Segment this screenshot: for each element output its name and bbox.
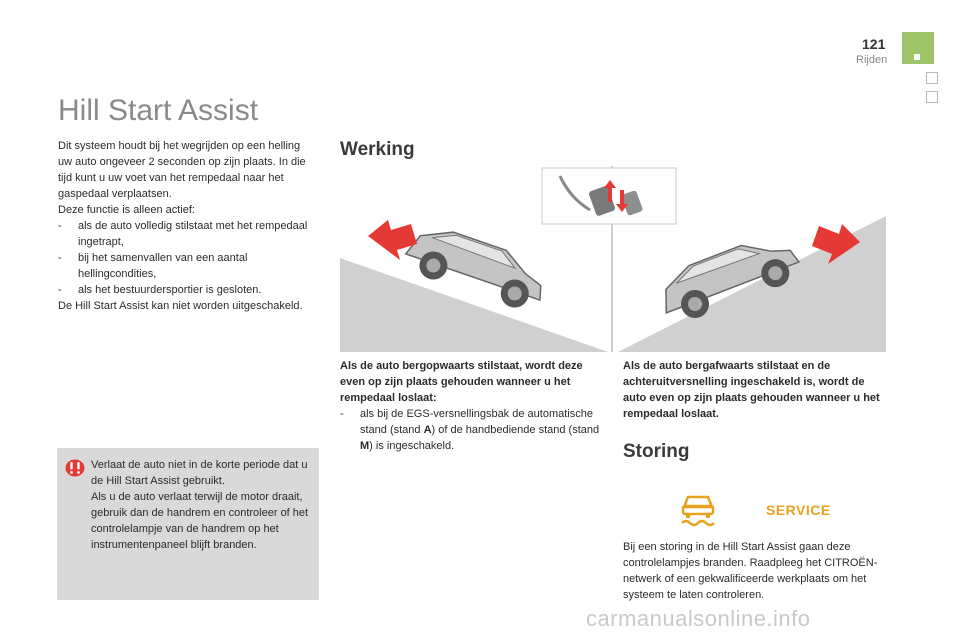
caption-uphill: Als de auto bergopwaarts stilstaat, wordt deze even op zijn plaats gehouden wanneer u het rempedaal loslaat: - als bij de EGS-versnellingsbak de automatische stand (stand A) of de handbediende stand (stand M) is ingeschakeld. xyxy=(340,358,602,454)
caption-downhill: Als de auto bergafwaarts stilstaat en de achteruitversnelling ingeschakeld is, wordt de auto even op zijn plaats gehouden wanneer u het rempedaal loslaat. xyxy=(623,360,880,420)
mode-a-label: A xyxy=(423,424,432,436)
watermark: carmanualsonline.info xyxy=(586,606,811,631)
storing-text: Bij een storing in de Hill Start Assist gaan deze controlelampjes branden. Raadpleeg het CITROËN-netwerk of een gekwalificeerde werkplaats om het systeem te laten controleren. xyxy=(623,541,878,601)
list-item: - als bij de EGS-versnellingsbak de automatische stand (stand A) of de handbediende stand (stand M) is ingeschakeld. xyxy=(340,408,600,452)
mode-m-label: M xyxy=(360,440,370,452)
chapter-tab-marker xyxy=(914,54,920,60)
page-title: Hill Start Assist xyxy=(58,94,259,127)
section-name: Rijden xyxy=(856,54,888,66)
service-warning-lamp: SERVICE xyxy=(766,502,831,518)
page-number: 121 xyxy=(862,36,886,52)
werking-heading: Werking xyxy=(340,139,415,160)
list-item: - als de auto volledig stilstaat met het rempedaal ingetrapt, xyxy=(58,220,308,248)
list-item: - bij het samenvallen van een aantal hellingcondities, xyxy=(58,252,248,280)
list-item: - als het bestuurdersportier is gesloten. xyxy=(58,284,262,296)
esp-fault-icon xyxy=(678,493,718,529)
intro-closing: De Hill Start Assist kan niet worden uitgeschakeld. xyxy=(58,300,303,312)
pedal-inset xyxy=(542,168,676,224)
chapter-box xyxy=(926,91,938,103)
intro-text xyxy=(58,138,308,314)
warning-icon xyxy=(65,459,85,477)
intro-paragraph: Dit systeem houdt bij het wegrijden op een helling uw auto ongeveer 2 seconden op zijn plaats. In die tijd kunt u uw voet van het rempedaal naar het gaspedaal verplaatsen. xyxy=(58,140,306,200)
storing-heading: Storing xyxy=(623,441,690,462)
chapter-box xyxy=(926,72,938,84)
intro-lead: Deze functie is alleen actief: xyxy=(58,204,195,216)
warning-text: Verlaat de auto niet in de korte periode dat u de Hill Start Assist gebruikt. Als u de auto verlaat terwijl de motor draait, gebruik dan de handrem en controleer of het controlelampje van de handrem op het instrumentenpaneel blijft branden. xyxy=(91,459,309,551)
hill-start-illustration xyxy=(340,166,886,352)
